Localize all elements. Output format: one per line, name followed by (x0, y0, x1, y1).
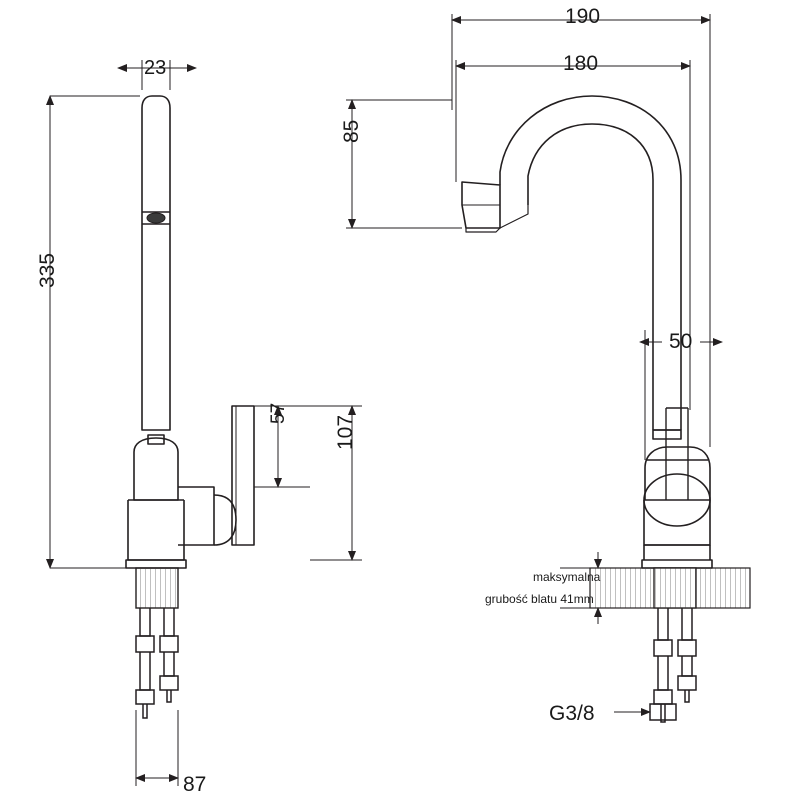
note-max-thickness-line1: maksymalna (533, 570, 601, 584)
dimension-spout-outlet-height: 85 (340, 119, 363, 143)
left-elevation-view (126, 96, 254, 568)
left-view-threads (136, 608, 178, 718)
dimension-handle-height: 57 (268, 402, 289, 424)
dimension-lines-left (50, 60, 362, 786)
dimension-body-width: 50 (669, 330, 693, 353)
countertop-band (590, 568, 750, 608)
dimension-base-depth: 87 (183, 773, 207, 796)
dimension-reach-inner: 180 (563, 52, 599, 75)
note-max-thickness-line2: grubość blatu 41mm (485, 592, 594, 606)
dimension-spout-width-top: 23 (144, 57, 167, 79)
left-view-mounting-shank (136, 568, 178, 608)
right-view-threads (650, 608, 696, 722)
label-thread-size: G3/8 (549, 702, 595, 725)
dimension-handle-block-height: 107 (334, 414, 357, 450)
dimension-total-height: 335 (36, 252, 59, 288)
dimension-reach-outer: 190 (565, 5, 601, 28)
